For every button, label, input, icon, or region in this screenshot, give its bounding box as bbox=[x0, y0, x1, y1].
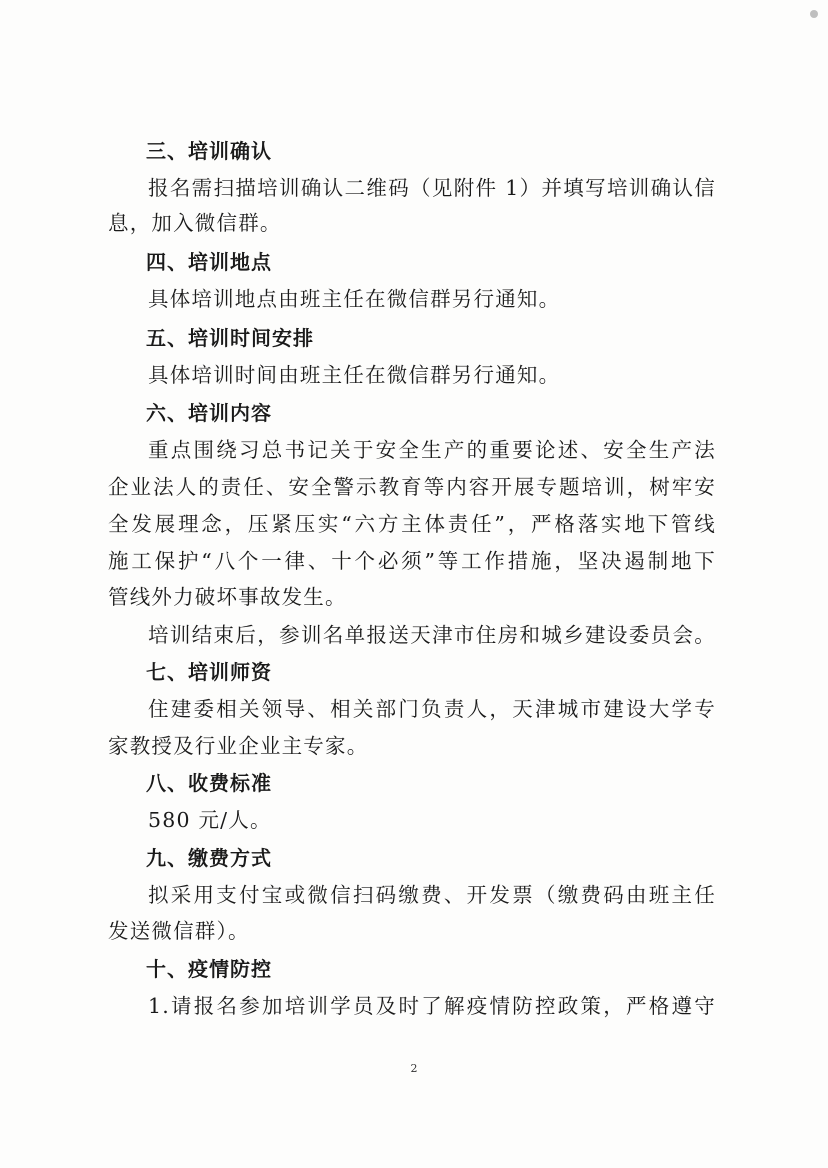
paragraph-line: 报名需扫描培训确认二维码（见附件 1）并填写培训确认信 bbox=[148, 176, 716, 200]
paragraph-line: 培训结束后，参训名单报送天津市住房和城乡建设委员会。 bbox=[148, 623, 716, 647]
paragraph-line: 企业法人的责任、安全警示教育等内容开展专题培训，树牢安 bbox=[108, 475, 716, 499]
section-heading-trainers: 七、培训师资 bbox=[146, 660, 272, 684]
section-heading-fee-standard: 八、收费标准 bbox=[146, 771, 272, 795]
section-heading-training-location: 四、培训地点 bbox=[146, 250, 272, 274]
paragraph-line: 重点围绕习总书记关于安全生产的重要论述、安全生产法 bbox=[148, 438, 716, 462]
paragraph-line: 580 元/人。 bbox=[148, 808, 272, 832]
section-heading-epidemic-prevention: 十、疫情防控 bbox=[146, 957, 272, 981]
paragraph-line: 息，加入微信群。 bbox=[108, 211, 282, 235]
scan-dot bbox=[810, 10, 818, 18]
paragraph-line: 全发展理念，压紧压实“六方主体责任”，严格落实地下管线 bbox=[108, 512, 716, 536]
paragraph-line: 具体培训地点由班主任在微信群另行通知。 bbox=[148, 287, 561, 311]
section-heading-training-content: 六、培训内容 bbox=[146, 401, 272, 425]
paragraph-line: 施工保护“八个一律、十个必须”等工作措施，坚决遏制地下 bbox=[108, 549, 716, 573]
paragraph-line: 具体培训时间由班主任在微信群另行通知。 bbox=[148, 363, 561, 387]
paragraph-line: 住建委相关领导、相关部门负责人，天津城市建设大学专 bbox=[148, 697, 716, 721]
paragraph-line: 拟采用支付宝或微信扫码缴费、开发票（缴费码由班主任 bbox=[148, 883, 716, 907]
section-heading-training-schedule: 五、培训时间安排 bbox=[146, 326, 314, 350]
paragraph-line: 1.请报名参加培训学员及时了解疫情防控政策，严格遵守 bbox=[148, 994, 716, 1018]
section-heading-training-confirmation: 三、培训确认 bbox=[146, 139, 272, 163]
page-number: 2 bbox=[410, 1062, 418, 1075]
section-heading-payment-method: 九、缴费方式 bbox=[146, 846, 272, 870]
paragraph-line: 管线外力破坏事故发生。 bbox=[108, 585, 347, 609]
paragraph-line: 家教授及行业企业主专家。 bbox=[108, 734, 369, 758]
paragraph-line: 发送微信群）。 bbox=[108, 919, 250, 943]
